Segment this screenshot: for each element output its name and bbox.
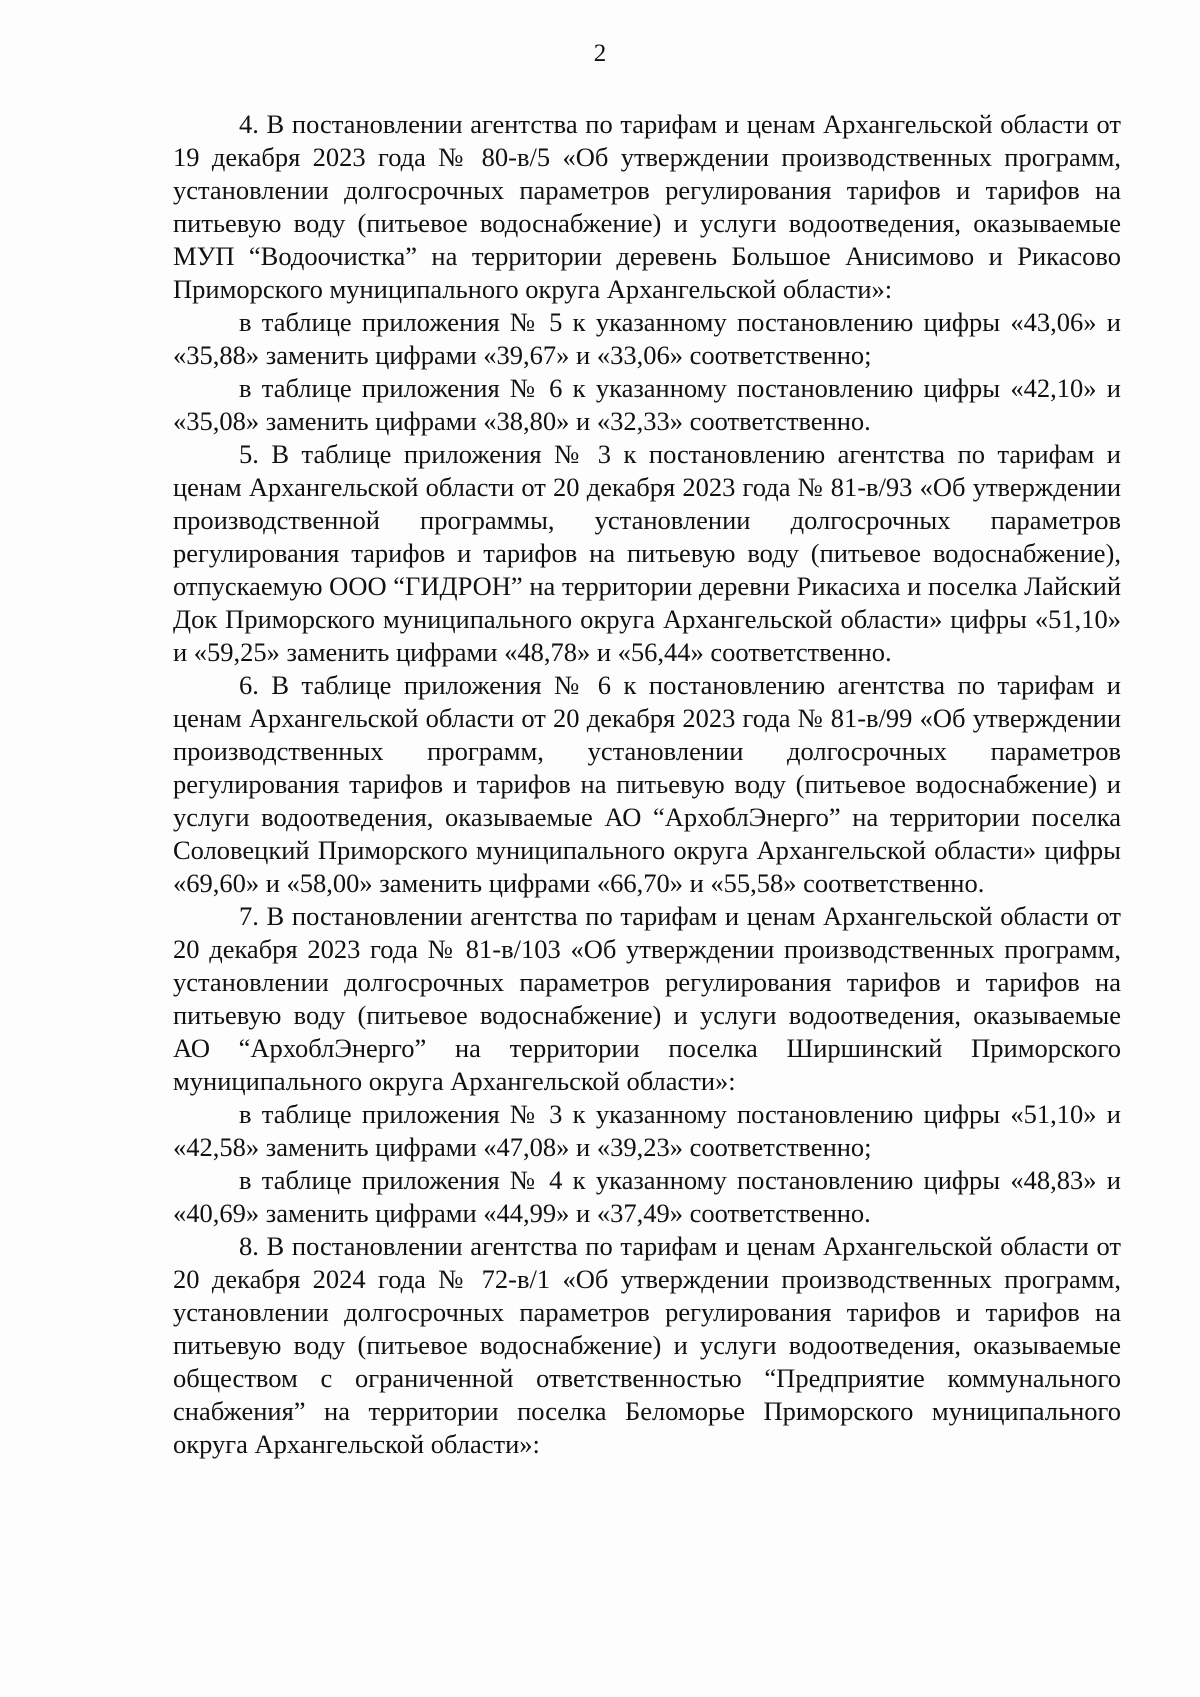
paragraph-item-7: 7. В постановлении агентства по тарифам и ценам Архангельской области от 20 декабря 2023 года № 81-в/103 «Об утверждении производственных программ, установлении долгосрочных параметров регулирования тарифов и тарифов на питьевую воду (питьевое водоснабжение) и услуги водоотведения, оказываемые АО “АрхоблЭнерго” на территории поселка Ширшинский Приморского муниципального округа Архангельской области»: — [173, 901, 1121, 1096]
page-number: 2 — [593, 40, 607, 67]
document-body — [173, 108, 1121, 1461]
paragraph-item-5: 5. В таблице приложения № 3 к постановлению агентства по тарифам и ценам Архангельской области от 20 декабря 2023 года № 81-в/93 «Об утверждении производственной программы, установлении долгосрочных параметров регулирования тарифов и тарифов на питьевую воду (питьевое водоснабжение), отпускаемую ООО “ГИДРОН” на территории деревни Рикасиха и поселка Лайский Док Приморского муниципального округа Архангельской области» цифры «51,10» и «59,25» заменить цифрами «48,78» и «56,44» соответственно. — [173, 439, 1121, 667]
paragraph-item-6: 6. В таблице приложения № 6 к постановлению агентства по тарифам и ценам Архангельской области от 20 декабря 2023 года № 81-в/99 «Об утверждении производственных программ, установлении долгосрочных параметров регулирования тарифов и тарифов на питьевую воду (питьевое водоснабжение) и услуги водоотведения, оказываемые АО “АрхоблЭнерго” на территории поселка Соловецкий Приморского муниципального округа Архангельской области» цифры «69,60» и «58,00» заменить цифрами «66,70» и «55,58» соответственно. — [173, 670, 1121, 898]
paragraph-item-7-sub-1: в таблице приложения № 3 к указанному постановлению цифры «51,10» и «42,58» заменить цифрами «47,08» и «39,23» соответственно; — [173, 1099, 1121, 1162]
paragraph-item-4: 4. В постановлении агентства по тарифам и ценам Архангельской области от 19 декабря 2023 года № 80-в/5 «Об утверждении производственных программ, установлении долгосрочных параметров регулирования тарифов и тарифов на питьевую воду (питьевое водоснабжение) и услуги водоотведения, оказываемые МУП “Водоочистка” на территории деревень Большое Анисимово и Рикасово Приморского муниципального округа Архангельской области»: — [173, 109, 1121, 304]
paragraph-item-8: 8. В постановлении агентства по тарифам и ценам Архангельской области от 20 декабря 2024 года № 72-в/1 «Об утверждении производственных программ, установлении долгосрочных параметров регулирования тарифов и тарифов на питьевую воду (питьевое водоснабжение) и услуги водоотведения, оказываемые обществом с ограниченной ответственностью “Предприятие коммунального снабжения” на территории поселка Беломорье Приморского муниципального округа Архангельской области»: — [173, 1231, 1121, 1459]
paragraph-item-4-sub-2: в таблице приложения № 6 к указанному постановлению цифры «42,10» и «35,08» заменить цифрами «38,80» и «32,33» соответственно. — [173, 373, 1121, 436]
paragraph-item-7-sub-2: в таблице приложения № 4 к указанному постановлению цифры «48,83» и «40,69» заменить цифрами «44,99» и «37,49» соответственно. — [173, 1165, 1121, 1228]
paragraph-item-4-sub-1: в таблице приложения № 5 к указанному постановлению цифры «43,06» и «35,88» заменить цифрами «39,67» и «33,06» соответственно; — [173, 307, 1121, 370]
